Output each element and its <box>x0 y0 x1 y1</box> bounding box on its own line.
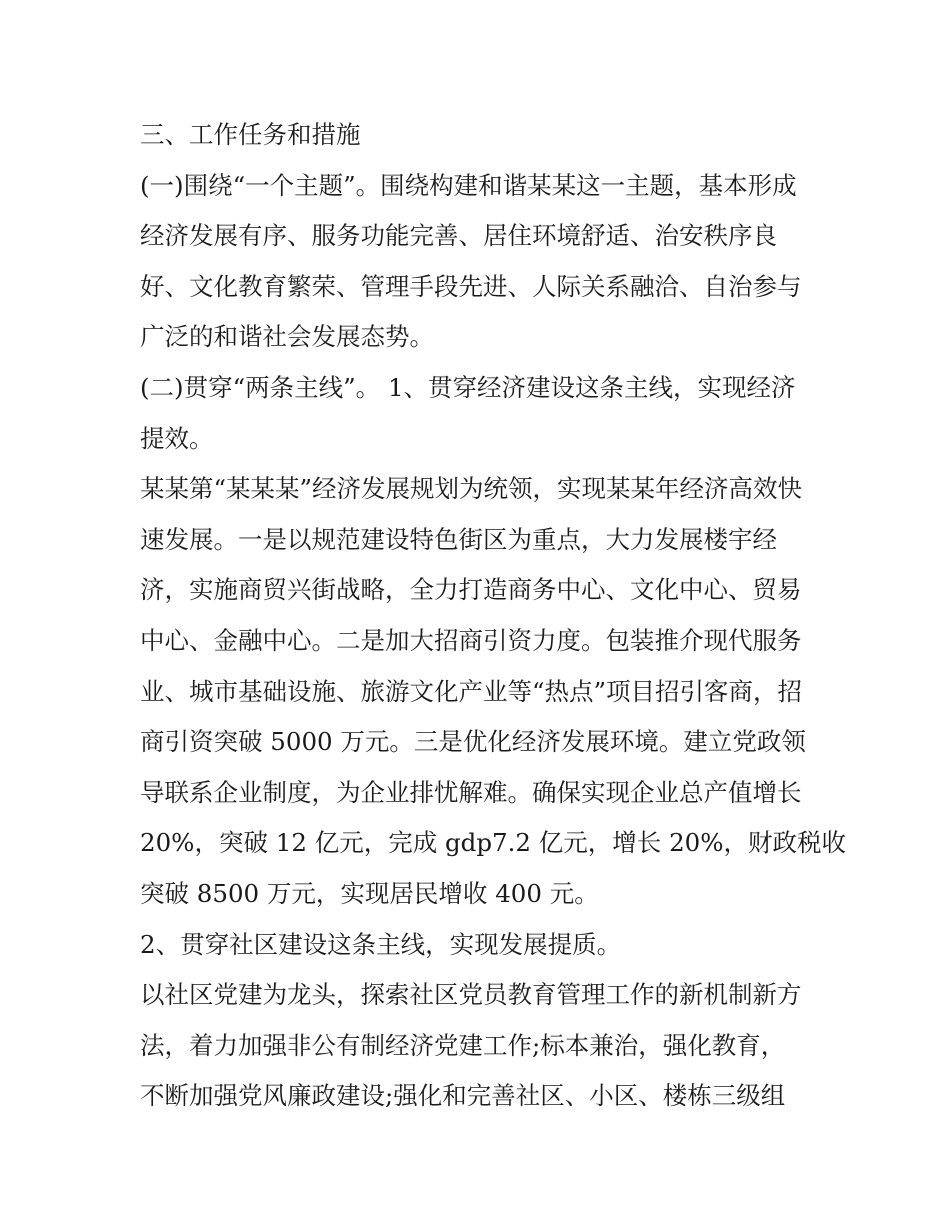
text-line: 20%，突破 12 亿元，完成 gdp7.2 亿元，增长 20%，财政税收 <box>140 828 847 858</box>
body-text <box>140 110 847 1122</box>
text-line: 法，着力加强非公有制经济党建工作;标本兼治，强化教育， <box>140 1030 786 1060</box>
text-line: 提效。 <box>140 423 214 453</box>
text-line: 中心、金融中心。二是加大招商引资力度。包装推介现代服务 <box>140 625 802 655</box>
text-line: (一)围绕“一个主题”。围绕构建和谐某某这一主题，基本形成 <box>140 170 797 200</box>
text-line: (二)贯穿“两条主线”。 1、贯穿经济建设这条主线，实现经济 <box>140 372 796 402</box>
text-line: 经济发展有序、服务功能完善、居住环境舒适、治安秩序良 <box>140 221 777 251</box>
text-line: 以社区党建为龙头，探索社区党员教育管理工作的新机制新方 <box>140 980 802 1010</box>
text-line: 业、城市基础设施、旅游文化产业等“热点”项目招引客商，招 <box>140 676 803 706</box>
text-line: 广泛的和谐社会发展态势。 <box>140 322 434 352</box>
text-line: 导联系企业制度，为企业排忧解难。确保实现企业总产值增长 <box>140 777 802 807</box>
text-line: 某某第“某某某”经济发展规划为统领，实现某某年经济高效快 <box>140 474 803 504</box>
text-line: 好、文化教育繁荣、管理手段先进、人际关系融洽、自治参与 <box>140 271 802 301</box>
text-line: 突破 8500 万元，实现居民增收 400 元。 <box>140 878 599 908</box>
text-line: 商引资突破 5000 万元。三是优化经济发展环境。建立党政领 <box>140 727 806 757</box>
text-line: 济，实施商贸兴街战略，全力打造商务中心、文化中心、贸易 <box>140 575 802 605</box>
section-heading: 三、工作任务和措施 <box>140 120 361 149</box>
text-line: 速发展。一是以规范建设特色街区为重点，大力发展楼宇经 <box>140 524 777 554</box>
text-line: 2、贯穿社区建设这条主线，实现发展提质。 <box>140 929 622 959</box>
text-line: 不断加强党风廉政建设;强化和完善社区、小区、楼栋三级组 <box>140 1081 786 1111</box>
